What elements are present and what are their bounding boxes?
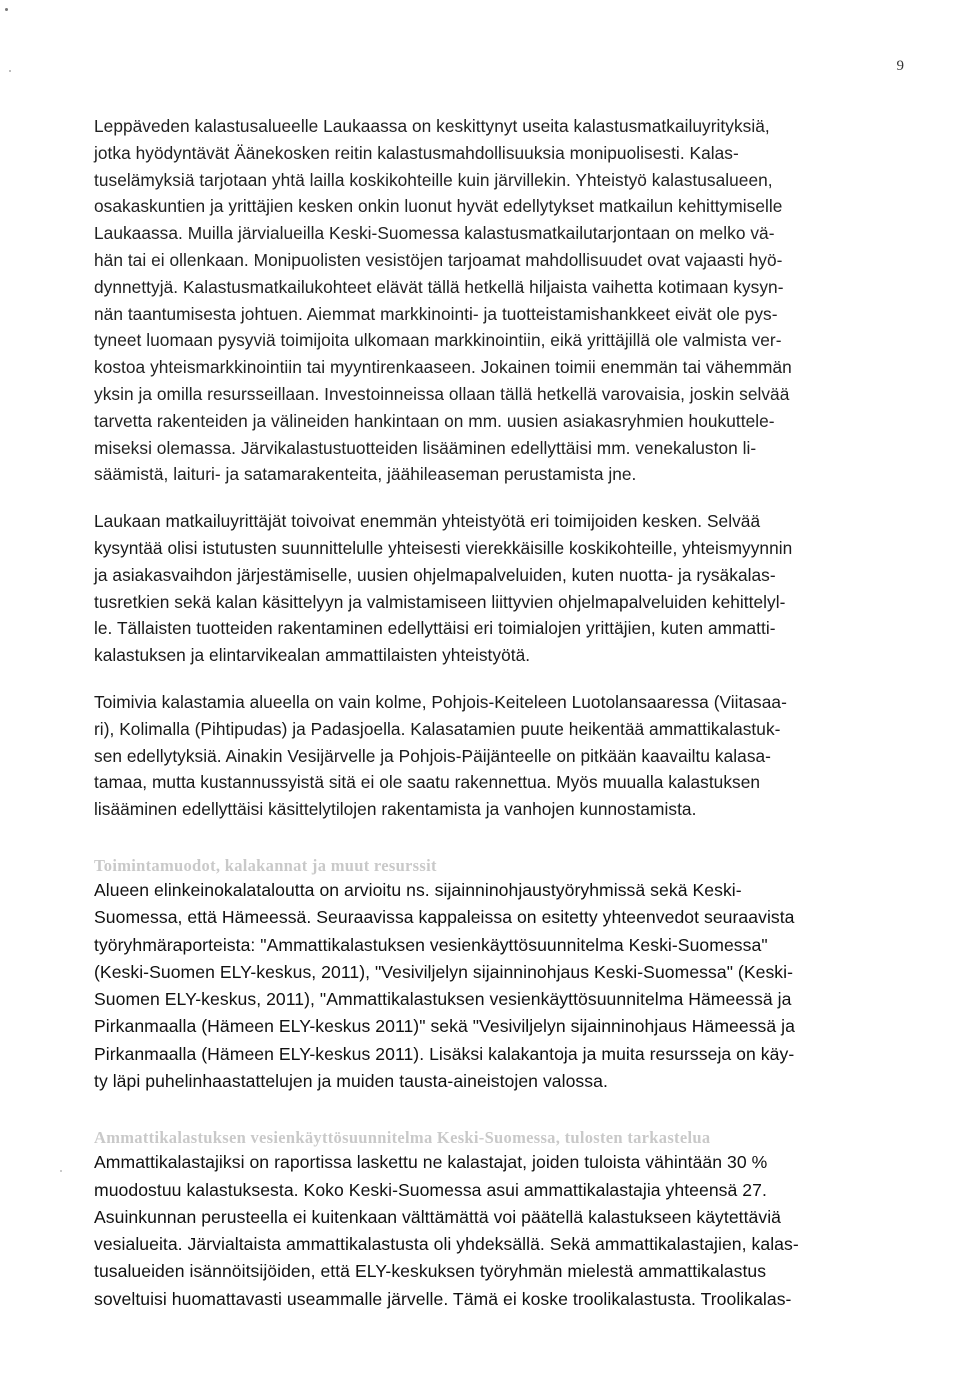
scan-speck [9, 70, 11, 72]
text-line: Suomen ELY-keskus, 2011), "Ammattikalastuksen vesienkäyttösuunnitelma Hämeessä ja [94, 989, 792, 1010]
text-line: yksin ja omilla resursseillaan. Investoinneissa ollaan tällä hetkellä varovaisia, joskin selvää [94, 383, 790, 404]
text-line: (Keski-Suomen ELY-keskus, 2011), "Vesiviljelyn sijainninohjaus Keski-Suomessa" (Keski- [94, 961, 794, 982]
text-line: Laukaan matkailuyrittäjät toivoivat enemmän yhteistyötä eri toimijoiden kesken. Selvää [94, 511, 761, 532]
text-line: soveltuisi huomattavasti useammalle järvelle. Tämä ei koske troolikalastusta. Troolikalas- [94, 1288, 792, 1309]
paragraph-fishing-ports [94, 689, 894, 823]
page-number: 9 [896, 58, 904, 74]
text-line: Pirkanmaalla (Hämeen ELY-keskus 2011)" sekä "Vesiviljelyn sijainninohjaus Hämeessä ja [94, 1016, 795, 1037]
text-line: kalastuksen ja elintarvikealan ammattilaisten yhteistyötä. [94, 645, 531, 666]
text-line: säämistä, laituri- ja satamarakenteita, jäähileaseman perustamista jne. [94, 464, 637, 485]
text-line: Toimivia kalastamia alueella on vain kolme, Pohjois-Keiteleen Luotolansaaressa (Viitasaa- [94, 691, 787, 712]
text-line: kostoa yhteismarkkinointiin tai myyntirenkaaseen. Jokainen toimii enemmän tai vähemmän [94, 357, 792, 378]
text-line: Suomessa, että Hämeessä. Seuraavissa kappaleissa on esitetty yhteenvedot seuraavista [94, 907, 795, 928]
text-line: Asuinkunnan perusteella ei kuitenkaan välttämättä voi päätellä kalastukseen käytettäviä [94, 1206, 782, 1227]
text-line: dynnettyjä. Kalastusmatkailukohteet elävät tällä hetkellä hiljaista vaihetta kotimaan kysyn- [94, 276, 784, 297]
text-line: vesialueita. Järvialtaista ammattikalastusta oli yhdeksällä. Sekä ammattikalastajien, kalas- [94, 1234, 799, 1255]
text-line: le. Tällaisten tuotteiden rakentaminen edellyttäisi eri toimialojen yrittäjien, kuten ammatti- [94, 618, 776, 639]
paragraph-cooperation [94, 508, 894, 669]
text-line: lisääminen edellyttäisi käsittelytilojen rakentamista ja vanhojen kunnostamista. [94, 799, 697, 820]
scan-speck [5, 8, 8, 11]
text-line: ri), Kolimalla (Pihtipudas) ja Padasjoella. Kalasatamien puute heikentää ammattikalastuk- [94, 718, 781, 739]
text-line: ja asiakasvaihdon järjestämiselle, uusien ohjelmapalveluiden, kuten nuotta- ja rysäkalas- [94, 564, 776, 585]
text-line: hän tai ei ollenkaan. Monipuolisten vesistöjen tarjoamat mahdollisuudet ovat vajaasti hyö- [94, 249, 783, 270]
text-line: miseksi olemassa. Järvikalastustuotteiden lisääminen edellyttäisi mm. venekaluston li- [94, 437, 757, 458]
text-line: Laukaassa. Muilla järvialueilla Keski-Suomessa kalastusmatkailutarjontaan on melko vä- [94, 223, 775, 244]
text-line: tarvetta rakenteiden ja välineiden hankintaan on mm. uusien asiakasryhmien houkuttele- [94, 410, 775, 431]
text-line: tamaa, mutta kustannussyistä sitä ei ole saatu rakennettua. Myös muualla kalastuksen [94, 772, 761, 793]
scan-speck [60, 1170, 62, 1172]
paragraph-working-groups [94, 877, 894, 1095]
text-line: tyneet luomaan pysyviä toimijoita ulkomaan markkinointiin, eikä yrittäjillä ole valmista ver- [94, 330, 782, 351]
paragraph-professional-fishers [94, 1149, 894, 1313]
text-line: tusalueiden isännöitsijöiden, että ELY-keskuksen työryhmän mielestä ammattikalastus [94, 1261, 767, 1282]
text-line: Alueen elinkeinokalataloutta on arvioitu ns. sijainninohjaustyöryhmissä sekä Keski- [94, 879, 742, 900]
text-line: työryhmäraporteista: "Ammattikalastuksen vesienkäyttösuunnitelma Keski-Suomessa" [94, 934, 768, 955]
text-line: Pirkanmaalla (Hämeen ELY-keskus 2011). Lisäksi kalakantoja ja muita resursseja on käy- [94, 1043, 795, 1064]
text-line: Ammattikalastajiksi on raportissa laskettu ne kalastajat, joiden tuloista vähintään 30 % [94, 1152, 768, 1173]
text-line: tuselämyksiä tarjotaan yhtä lailla koskikohteille kuin järvillekin. Yhteistyö kalastusalueen, [94, 169, 773, 190]
section-heading-resources: Toimintamuodot, kalakannat ja muut resurssit [94, 855, 437, 875]
text-line: kysyntää olisi istutusten suunnittelulle yhteisesti vierekkäisille koskikohteille, yhteismyynnin [94, 537, 793, 558]
text-line: osakaskuntien ja yrittäjien kesken onkin luonut hyvät edellytykset matkailun kehittymiselle [94, 196, 783, 217]
document-body [94, 113, 894, 1313]
text-line: muodostuu kalastuksesta. Koko Keski-Suomessa asui ammattikalastajia yhteensä 27. [94, 1179, 767, 1200]
paragraph-fishing-tourism [94, 113, 894, 488]
text-line: nän taantumisesta johtuen. Aiemmat markkinointi- ja tuotteistamishankkeet eivät ole pys- [94, 303, 778, 324]
section-heading-water-use-plan: Ammattikalastuksen vesienkäyttösuunnitelma Keski-Suomessa, tulosten tarkastelua [94, 1128, 711, 1148]
text-line: sen edellytyksiä. Ainakin Vesijärvelle ja Pohjois-Päijänteelle on pitkään kaavailtu kalasa- [94, 745, 771, 766]
text-line: ty läpi puhelinhaastattelujen ja muiden tausta-aineistojen valossa. [94, 1071, 608, 1091]
text-line: Leppäveden kalastusalueelle Laukaassa on keskittynyt useita kalastusmatkailuyrityksiä, [94, 116, 770, 136]
text-line: jotka hyödyntävät Äänekosken reitin kalastusmahdollisuuksia monipuolisesti. Kalas- [94, 142, 739, 163]
text-line: tusretkien sekä kalan käsittelyyn ja valmistamiseen liittyvien ohjelmapalveluiden kehittelyl- [94, 591, 786, 612]
